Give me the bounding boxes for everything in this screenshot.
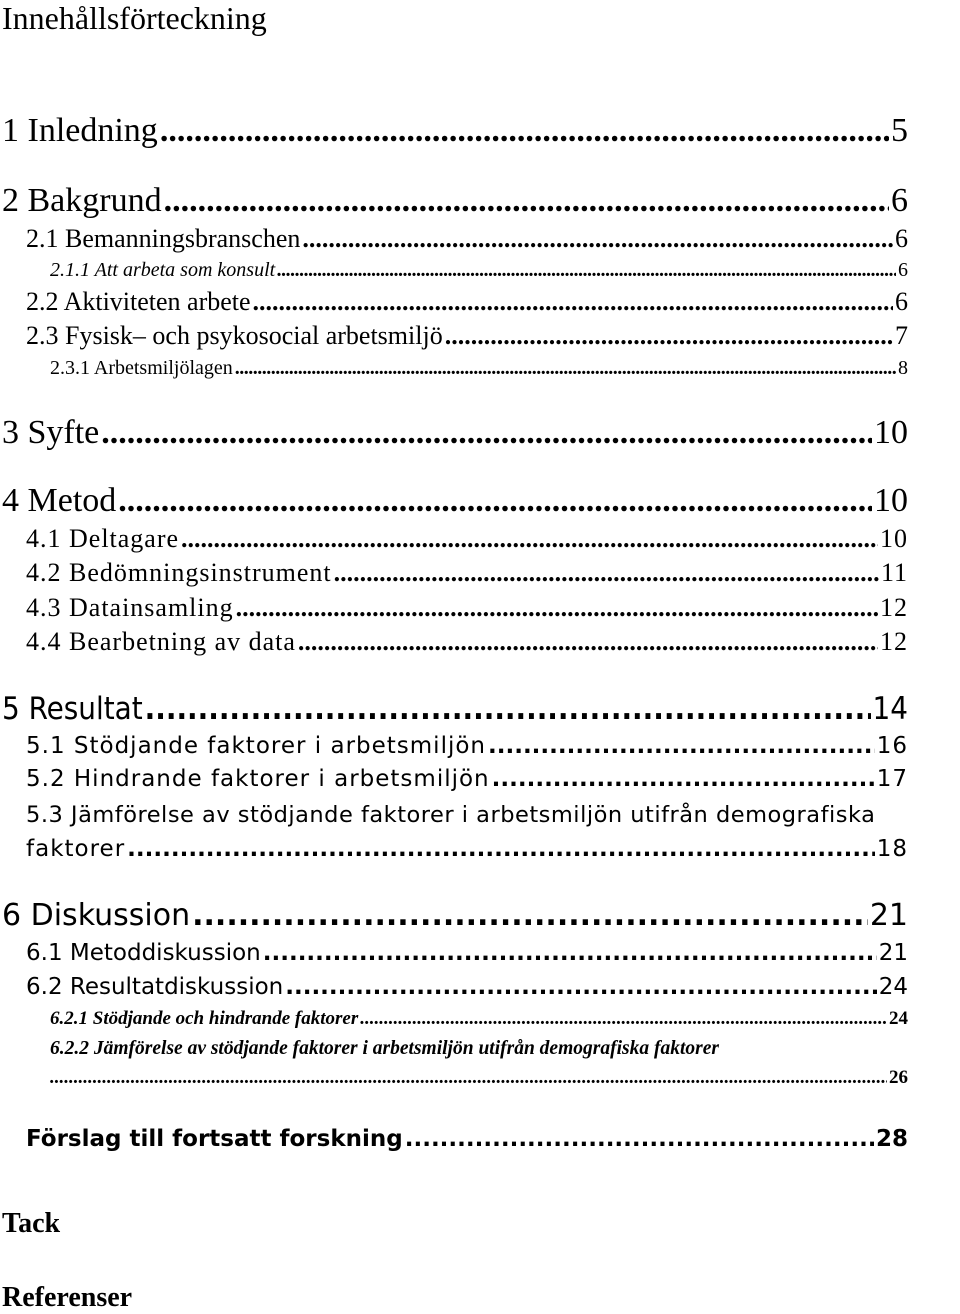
dot-leader <box>492 764 875 794</box>
page-title: Innehållsförteckning <box>2 0 267 36</box>
dot-leader <box>235 356 896 380</box>
dot-leader <box>101 414 872 452</box>
dot-leader <box>334 558 879 588</box>
toc-entry[interactable] <box>2 690 908 728</box>
toc-entry-title: 4.4 Bearbetning av data <box>26 627 296 656</box>
dot-leader <box>405 1124 874 1154</box>
toc-entry-title: 2.1 Bemanningsbranschen <box>26 224 301 253</box>
toc-entry-title: 1 Inledning <box>2 112 158 149</box>
toc-entry-page: 17 <box>876 766 908 792</box>
toc-entry-page: 8 <box>898 357 908 379</box>
toc-entry-page: 6 <box>895 224 908 253</box>
toc-entry[interactable] <box>26 593 908 623</box>
dot-leader <box>164 182 889 220</box>
toc-entry-page: 14 <box>872 691 908 727</box>
dot-leader <box>50 1066 887 1090</box>
toc-entry-title: 2.2 Aktiviteten arbete <box>26 287 251 316</box>
toc-entry-title: 5 Resultat <box>2 691 143 727</box>
toc-entry[interactable] <box>50 258 908 282</box>
dot-leader <box>263 938 877 968</box>
dot-leader <box>277 258 896 282</box>
toc-entry[interactable] <box>26 1124 908 1154</box>
toc-entry-page: 26 <box>889 1067 908 1088</box>
referenser-heading[interactable]: Referenser <box>2 1282 133 1313</box>
toc-entry-page: 5 <box>891 112 908 149</box>
toc-entry[interactable] <box>26 224 908 254</box>
toc-entry[interactable] <box>50 1066 908 1090</box>
toc-entry-page: 16 <box>876 733 908 759</box>
toc-entry[interactable] <box>50 1007 908 1031</box>
toc-entry-title: 2.3 Fysisk– och psykosocial arbetsmiljö <box>26 321 443 350</box>
toc-entry-page: 6 <box>898 259 908 281</box>
toc-entry-page: 21 <box>869 898 908 933</box>
toc-entry-title: 4.3 Datainsamling <box>26 593 234 622</box>
toc-entry-title: 4.1 Deltagare <box>26 524 180 553</box>
toc-entry-title: 2 Bakgrund <box>2 182 162 219</box>
dot-leader <box>145 690 871 728</box>
dot-leader <box>127 834 875 864</box>
toc-entry-page: 18 <box>876 836 908 862</box>
dot-leader <box>488 731 875 761</box>
toc-entry[interactable] <box>2 414 908 452</box>
toc-entry[interactable] <box>26 321 908 351</box>
toc-entry-title: 6.2 Resultatdiskussion <box>26 974 284 1000</box>
toc-entry[interactable] <box>26 834 908 864</box>
toc-entry-page: 10 <box>874 482 908 519</box>
toc-entry[interactable] <box>2 112 908 150</box>
toc-entry-title[interactable]: 6.2.2 Jämförelse av stödjande faktorer i arbetsmiljön utifrån demografiska faktorer <box>50 1038 719 1059</box>
dot-leader <box>302 224 893 254</box>
toc-entry-continuation: faktorer <box>26 836 126 862</box>
toc-entry-page: 24 <box>878 974 908 1000</box>
toc-entry-title: 2.3.1 Arbetsmiljölagen <box>50 357 233 379</box>
toc-entry-page: 11 <box>880 558 908 587</box>
toc-entry-page: 12 <box>880 627 908 656</box>
toc-entry-title: 5.1 Stödjande faktorer i arbetsmiljön <box>26 733 486 759</box>
toc-entry-page: 6 <box>891 182 908 219</box>
dot-leader <box>285 972 876 1002</box>
toc-entry-page: 21 <box>878 940 908 966</box>
dot-leader <box>181 524 878 554</box>
toc-entry-title: 3 Syfte <box>2 414 100 451</box>
toc-entry[interactable] <box>26 938 908 968</box>
dot-leader <box>445 321 893 351</box>
dot-leader <box>360 1007 887 1031</box>
toc-entry[interactable] <box>26 558 908 588</box>
toc-entry-page: 24 <box>889 1008 908 1029</box>
dot-leader <box>236 593 878 623</box>
toc-entry-title: 6 Diskussion <box>2 898 191 933</box>
toc-entry-page: 28 <box>875 1126 908 1152</box>
toc-entry-page: 10 <box>874 414 908 451</box>
toc-entry[interactable] <box>26 972 908 1002</box>
toc-entry[interactable] <box>2 182 908 220</box>
toc-entry[interactable] <box>26 731 908 761</box>
dot-leader <box>118 482 872 520</box>
tack-heading[interactable]: Tack <box>2 1208 61 1239</box>
dot-leader <box>192 897 868 935</box>
toc-entry-title: 5.2 Hindrande faktorer i arbetsmiljön <box>26 766 490 792</box>
toc-entry[interactable] <box>26 524 908 554</box>
toc-entry-page: 6 <box>895 287 908 316</box>
dot-leader <box>253 287 893 317</box>
toc-entry[interactable] <box>2 482 908 520</box>
toc-entry-page: 7 <box>895 321 908 350</box>
toc-entry-title: 6.2.1 Stödjande och hindrande faktorer <box>50 1008 359 1029</box>
toc-entry-title: Förslag till fortsatt forskning <box>26 1126 403 1152</box>
toc-entry-title[interactable]: 5.3 Jämförelse av stödjande faktorer i arbetsmiljön utifrån demografiska <box>26 802 876 828</box>
dot-leader <box>160 112 889 150</box>
toc-entry[interactable] <box>26 764 908 794</box>
toc-entry-title: 6.1 Metoddiskussion <box>26 940 261 966</box>
toc-entry-page: 12 <box>880 593 908 622</box>
toc-entry[interactable] <box>50 356 908 380</box>
toc-entry[interactable] <box>26 287 908 317</box>
dot-leader <box>298 627 878 657</box>
toc-entry[interactable] <box>26 627 908 657</box>
toc-entry-title: 4.2 Bedömningsinstrument <box>26 558 332 587</box>
toc-entry[interactable] <box>2 897 908 935</box>
toc-entry-title: 4 Metod <box>2 482 117 519</box>
toc-entry-title: 2.1.1 Att arbeta som konsult <box>50 259 276 281</box>
toc-entry-page: 10 <box>880 524 908 553</box>
